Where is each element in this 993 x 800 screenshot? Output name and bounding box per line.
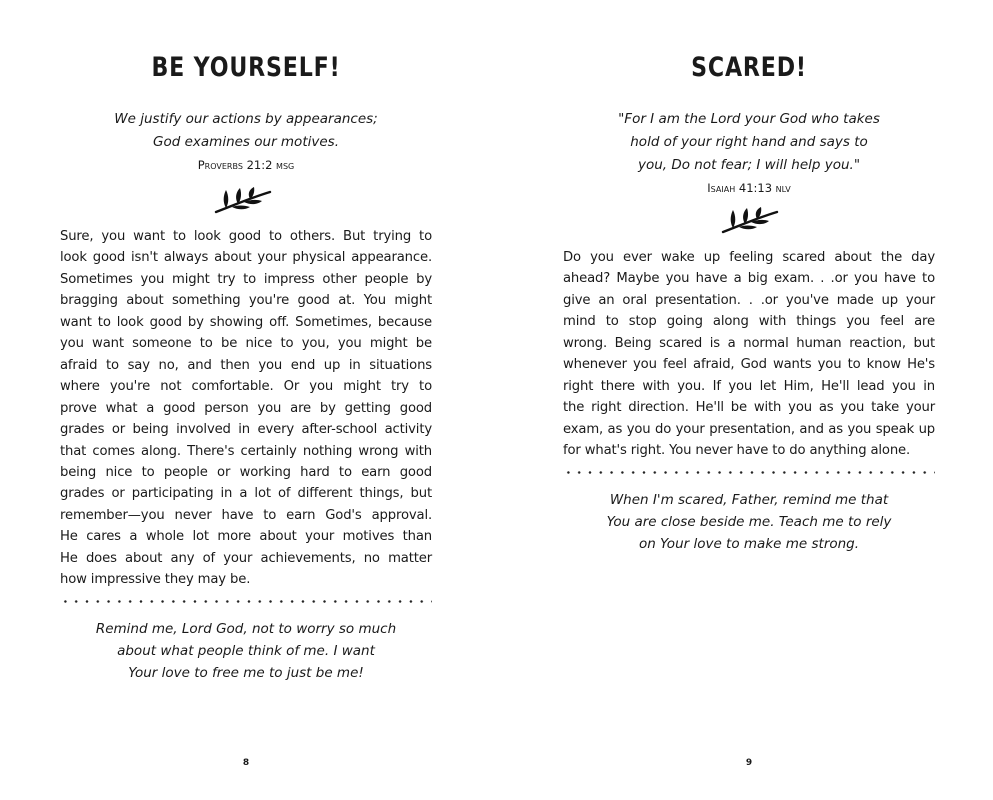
scripture-reference: Isaiah 41:13 nlv bbox=[707, 181, 791, 195]
right-page bbox=[563, 0, 935, 800]
body-line: whenever you feel afraid, God wants you to know He's bbox=[563, 357, 935, 373]
body-text bbox=[563, 247, 935, 462]
body-line: give an oral presentation. . .or you've made up your bbox=[563, 292, 935, 308]
dotted-divider bbox=[60, 600, 432, 603]
olive-branch-icon bbox=[719, 206, 779, 236]
epigraph-line: hold of your right hand and says to bbox=[630, 134, 868, 150]
epigraph-line: We justify our actions by appearances; bbox=[114, 111, 378, 127]
prayer-line: about what people think of me. I want bbox=[117, 643, 375, 659]
body-line: He does about any of your achievements, no matter bbox=[60, 550, 432, 566]
body-line: look good isn't always about your physical appearance. bbox=[60, 250, 432, 266]
body-line: want to look good by showing off. Sometimes, because bbox=[60, 314, 432, 330]
prayer-line: on Your love to make me strong. bbox=[638, 536, 860, 552]
body-text bbox=[60, 226, 432, 591]
body-line: exam, as you do your presentation, and as you speak up bbox=[563, 421, 935, 437]
epigraph-line: you, Do not fear; I will help you." bbox=[637, 157, 861, 173]
page-number: 8 bbox=[242, 758, 250, 768]
scripture-reference: Proverbs 21:2 msg bbox=[197, 158, 295, 172]
body-line: the right direction. He'll be with you as you take your bbox=[563, 400, 935, 416]
olive-branch-icon bbox=[212, 186, 272, 216]
body-line: afraid to say no, and then you end up in situations bbox=[60, 357, 432, 373]
epigraph-line: "For I am the Lord your God who takes bbox=[618, 111, 880, 127]
body-line: grades or being involved in every after-school activity bbox=[60, 422, 432, 438]
body-line: that comes along. There's certainly nothing wrong with bbox=[60, 443, 432, 459]
prayer-line: Remind me, Lord God, not to worry so much bbox=[95, 621, 397, 637]
page-number: 9 bbox=[745, 758, 753, 768]
body-line: He cares a whole lot more about your motives than bbox=[60, 529, 432, 545]
body-line: prove what a good person you are by getting good bbox=[60, 400, 432, 416]
prayer bbox=[60, 618, 432, 684]
body-line: for what's right. You never have to do anything alone. bbox=[563, 443, 911, 459]
body-line: where you're not comfortable. Or you might try to bbox=[60, 379, 432, 395]
page-title: BE YOURSELF! bbox=[151, 52, 341, 83]
epigraph bbox=[563, 108, 935, 200]
body-line: bragging about something you're good at. You might bbox=[60, 293, 432, 309]
body-line: Do you ever wake up feeling scared about the day bbox=[563, 250, 935, 265]
prayer-line: Your love to free me to just be me! bbox=[128, 665, 364, 681]
body-line: ahead? Maybe you have a big exam. . .or you have to bbox=[563, 271, 935, 287]
body-line: wrong. Being scared is a normal human reaction, but bbox=[563, 335, 935, 351]
left-page bbox=[60, 0, 432, 800]
body-line: right there with you. If you let Him, He'll lead you in bbox=[563, 378, 935, 394]
prayer bbox=[563, 489, 935, 555]
body-line: how impressive they may be. bbox=[60, 572, 251, 588]
body-line: you want someone to be nice to you, you might be bbox=[60, 336, 432, 352]
body-line: remember—you never have to earn God's approval. bbox=[60, 507, 432, 523]
body-line: grades or participating in a lot of different things, but bbox=[60, 486, 432, 502]
prayer-line: When I'm scared, Father, remind me that bbox=[609, 492, 889, 508]
body-line: being nice to people or working hard to earn good bbox=[60, 464, 432, 480]
body-line: Sure, you want to look good to others. But trying to bbox=[60, 229, 432, 244]
epigraph-line: God examines our motives. bbox=[153, 134, 339, 150]
body-line: Sometimes you might try to impress other people by bbox=[60, 271, 432, 287]
body-line: mind to stop going along with things you feel are bbox=[563, 314, 935, 330]
epigraph bbox=[60, 108, 432, 177]
dotted-divider bbox=[563, 471, 935, 474]
page-title: SCARED! bbox=[691, 52, 807, 83]
prayer-line: You are close beside me. Teach me to rely bbox=[606, 514, 892, 530]
